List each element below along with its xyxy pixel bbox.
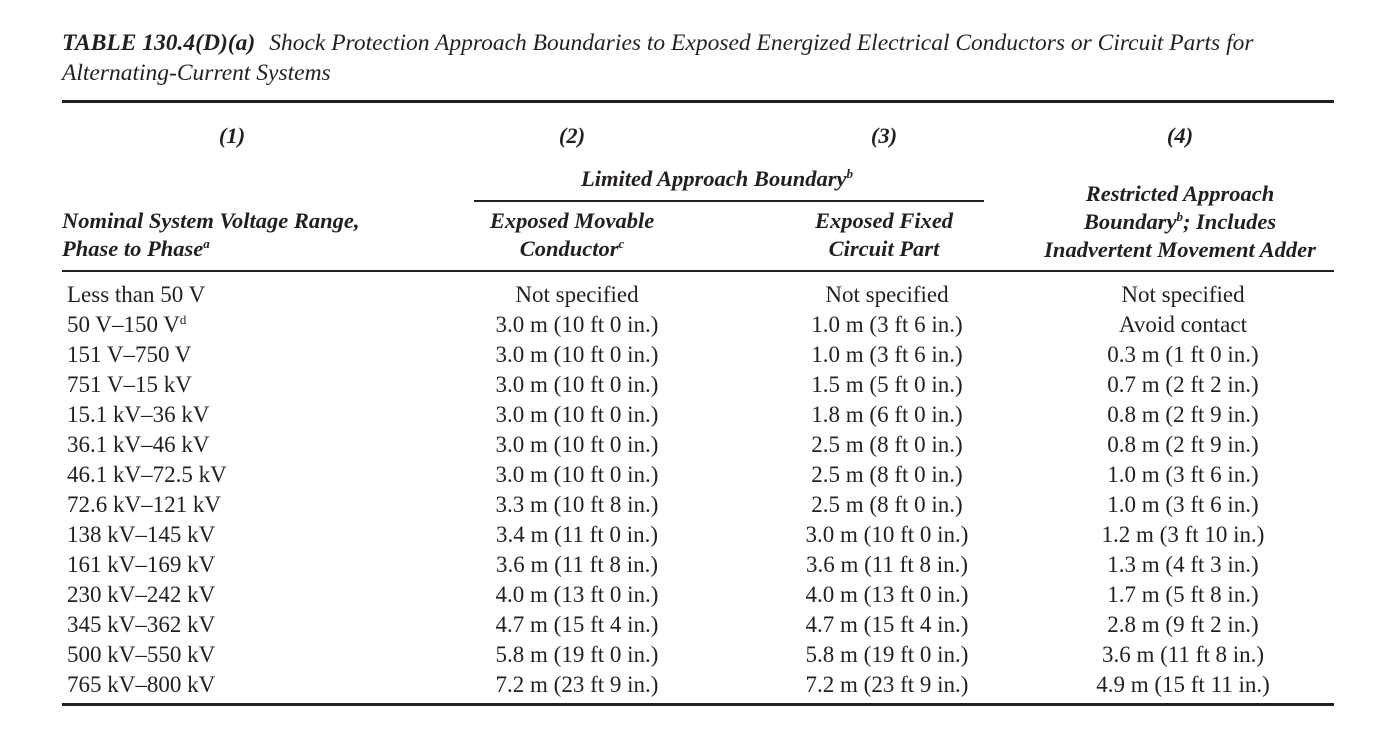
table-row — [0, 490, 1380, 520]
restricted-approach-cell: 1.7 m (5 ft 8 in.) — [1107, 582, 1259, 607]
restricted-approach-cell: 2.8 m (9 ft 2 in.) — [1107, 612, 1259, 637]
movable-conductor-header — [490, 207, 654, 263]
restricted-approach-header-line2 — [1044, 208, 1316, 236]
table-row — [0, 520, 1380, 550]
table-title: Shock Protection Approach Boundaries to Exposed Energized Electrical Conductors or Circuit Parts for Alternating-Current Systems — [62, 30, 1254, 86]
table-row — [0, 550, 1380, 580]
table-row — [0, 460, 1380, 490]
fixed-circuit-part-cell: 4.7 m (15 ft 4 in.) — [805, 612, 969, 637]
restricted-approach-cell: 4.9 m (15 ft 11 in.) — [1096, 672, 1270, 697]
restricted-approach-cell: 1.0 m (3 ft 6 in.) — [1107, 462, 1259, 487]
voltage-cell: 500 kV–550 kV — [67, 642, 216, 667]
restricted-approach-header-line3: Inadvertent Movement Adder — [1044, 237, 1316, 262]
voltage-cell: 765 kV–800 kV — [67, 672, 216, 697]
fixed-circuit-part-cell: 1.5 m (5 ft 0 in.) — [811, 372, 963, 397]
limited-approach-boundary-header — [581, 165, 853, 193]
fixed-circuit-part-header — [815, 207, 953, 263]
table-row — [0, 430, 1380, 460]
limited-approach-label: Limited Approach Boundary — [581, 166, 847, 191]
footnote-marker: b — [846, 166, 853, 181]
voltage-cell: 230 kV–242 kV — [67, 582, 216, 607]
movable-conductor-cell: 4.0 m (13 ft 0 in.) — [495, 582, 659, 607]
table-row — [0, 370, 1380, 400]
fixed-circuit-part-cell: 2.5 m (8 ft 0 in.) — [811, 492, 963, 517]
restricted-approach-cell: 1.2 m (3 ft 10 in.) — [1101, 522, 1265, 547]
voltage-cell: 751 V–15 kV — [67, 372, 192, 397]
table-id: TABLE 130.4(D)(a) — [62, 30, 256, 56]
table-row — [0, 670, 1380, 700]
fixed-circuit-part-header-line2: Circuit Part — [828, 236, 940, 261]
bottom-rule — [62, 703, 1334, 706]
fixed-circuit-part-header-line1: Exposed Fixed — [814, 208, 954, 233]
movable-conductor-cell: 7.2 m (23 ft 9 in.) — [495, 672, 659, 697]
fixed-circuit-part-cell: Not specified — [825, 282, 949, 307]
restricted-approach-cell: 1.3 m (4 ft 3 in.) — [1107, 552, 1259, 577]
voltage-cell: 36.1 kV–46 kV — [67, 432, 210, 457]
restricted-approach-cell: 0.7 m (2 ft 2 in.) — [1107, 372, 1259, 397]
movable-conductor-cell: 4.7 m (15 ft 4 in.) — [495, 612, 659, 637]
table-row — [0, 400, 1380, 430]
header-rule — [62, 270, 1334, 272]
movable-conductor-cell: 3.4 m (11 ft 0 in.) — [495, 522, 659, 547]
restricted-approach-cell: 0.8 m (2 ft 9 in.) — [1107, 402, 1259, 427]
movable-conductor-cell: 3.3 m (10 ft 8 in.) — [495, 492, 659, 517]
table-row — [0, 580, 1380, 610]
restricted-approach-cell: 1.0 m (3 ft 6 in.) — [1107, 492, 1259, 517]
fixed-circuit-part-cell: 1.0 m (3 ft 6 in.) — [811, 342, 963, 367]
voltage-cell: 161 kV–169 kV — [67, 552, 216, 577]
movable-conductor-cell: 5.8 m (19 ft 0 in.) — [495, 642, 659, 667]
restricted-approach-cell: Not specified — [1121, 282, 1245, 307]
column-number-1: (1) — [218, 123, 246, 148]
movable-conductor-header-line2 — [490, 235, 654, 263]
voltage-range-header-line1: Nominal System Voltage Range, — [62, 208, 360, 233]
voltage-text: 50 V–150 V — [67, 312, 180, 337]
top-rule — [62, 100, 1334, 103]
restricted-approach-header-line2b: ; Includes — [1182, 209, 1277, 234]
restricted-approach-header-line2a: Boundary — [1083, 209, 1177, 234]
movable-conductor-cell: 3.0 m (10 ft 0 in.) — [495, 312, 659, 337]
voltage-range-header-line2-text: Phase to Phase — [62, 236, 204, 261]
table-row — [0, 280, 1380, 310]
fixed-circuit-part-cell: 3.0 m (10 ft 0 in.) — [805, 522, 969, 547]
movable-conductor-header-line1: Exposed Movable — [489, 208, 655, 233]
voltage-cell: 15.1 kV–36 kV — [67, 402, 210, 427]
movable-conductor-cell: 3.0 m (10 ft 0 in.) — [495, 402, 659, 427]
spanner-rule — [474, 200, 984, 202]
voltage-cell: 46.1 kV–72.5 kV — [67, 462, 227, 487]
table-row — [0, 310, 1380, 340]
movable-conductor-header-line2-text: Conductor — [519, 236, 619, 261]
fixed-circuit-part-cell: 1.8 m (6 ft 0 in.) — [811, 402, 963, 427]
voltage-cell — [67, 280, 205, 310]
fixed-circuit-part-cell: 2.5 m (8 ft 0 in.) — [811, 462, 963, 487]
voltage-cell: 345 kV–362 kV — [67, 612, 216, 637]
voltage-cell: 72.6 kV–121 kV — [67, 492, 221, 517]
fixed-circuit-part-cell: 2.5 m (8 ft 0 in.) — [811, 432, 963, 457]
column-number-4: (4) — [1166, 123, 1194, 148]
column-number-3: (3) — [870, 123, 898, 148]
voltage-range-header-line2 — [62, 235, 360, 263]
table-row — [0, 610, 1380, 640]
footnote-marker: b — [1176, 209, 1183, 224]
movable-conductor-cell: 3.0 m (10 ft 0 in.) — [495, 462, 659, 487]
table-caption — [62, 28, 1342, 88]
fixed-circuit-part-cell: 1.0 m (3 ft 6 in.) — [811, 312, 963, 337]
restricted-approach-cell: Avoid contact — [1119, 312, 1247, 337]
movable-conductor-cell: 3.0 m (10 ft 0 in.) — [495, 342, 659, 367]
movable-conductor-cell: 3.6 m (11 ft 8 in.) — [495, 552, 659, 577]
voltage-range-header — [62, 207, 360, 263]
restricted-approach-header-line1: Restricted Approach — [1085, 181, 1275, 206]
movable-conductor-cell: 3.0 m (10 ft 0 in.) — [495, 432, 659, 457]
restricted-approach-header — [1044, 180, 1316, 264]
restricted-approach-cell: 0.3 m (1 ft 0 in.) — [1107, 342, 1259, 367]
fixed-circuit-part-cell: 5.8 m (19 ft 0 in.) — [805, 642, 969, 667]
restricted-approach-cell: 3.6 m (11 ft 8 in.) — [1101, 642, 1265, 667]
voltage-cell — [67, 310, 186, 340]
voltage-cell: 138 kV–145 kV — [67, 522, 216, 547]
voltage-text: Less than 50 V — [67, 282, 206, 307]
column-number-2: (2) — [558, 123, 586, 148]
fixed-circuit-part-cell: 4.0 m (13 ft 0 in.) — [805, 582, 969, 607]
table-row — [0, 340, 1380, 370]
footnote-marker: c — [618, 236, 625, 251]
fixed-circuit-part-cell: 3.6 m (11 ft 8 in.) — [805, 552, 969, 577]
voltage-cell: 151 V–750 V — [67, 342, 192, 367]
restricted-approach-cell: 0.8 m (2 ft 9 in.) — [1107, 432, 1259, 457]
footnote-marker: d — [179, 312, 187, 327]
movable-conductor-cell: Not specified — [515, 282, 639, 307]
table-body — [0, 280, 1380, 700]
table-row — [0, 640, 1380, 670]
footnote-marker: a — [203, 236, 210, 251]
fixed-circuit-part-cell: 7.2 m (23 ft 9 in.) — [805, 672, 969, 697]
movable-conductor-cell: 3.0 m (10 ft 0 in.) — [495, 372, 659, 397]
